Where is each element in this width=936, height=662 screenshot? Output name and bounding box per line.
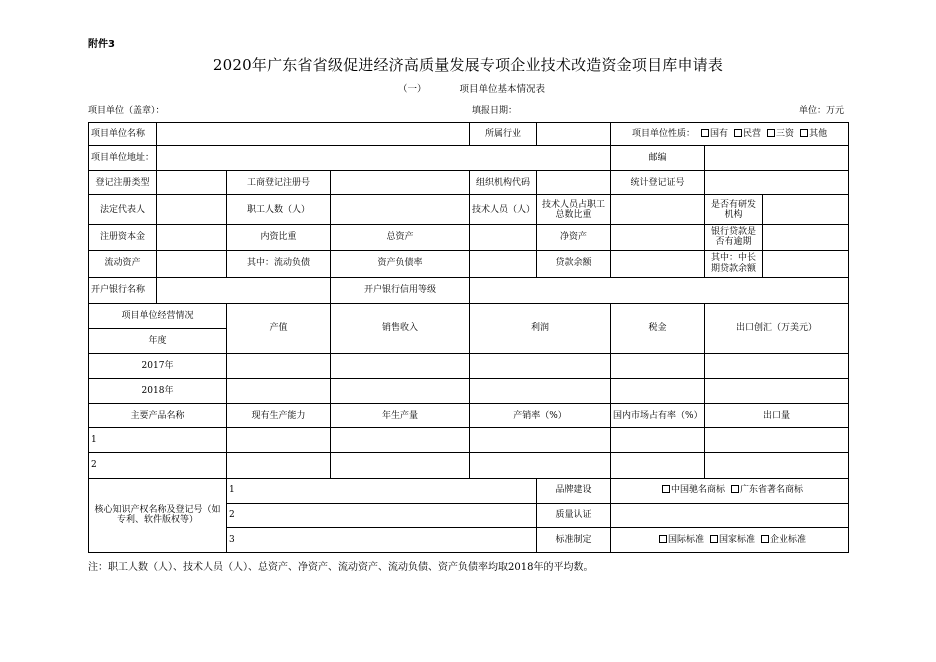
label-bank-credit: 开户银行信用等级 (331, 277, 470, 303)
nature-option-foreign[interactable]: 三资 (761, 129, 794, 139)
field-p1-export[interactable] (705, 428, 849, 453)
header-capacity: 现有生产能力 (227, 404, 331, 428)
checkbox-icon (731, 485, 739, 493)
standard-option-enterprise[interactable]: 企业标准 (755, 535, 806, 545)
checkbox-icon (710, 535, 718, 543)
header-output: 产值 (227, 303, 331, 353)
label-reg-capital: 注册资本金 (89, 225, 157, 250)
ip-row-3[interactable]: 3 (227, 527, 537, 552)
label-employees: 职工人数（人） (227, 195, 331, 225)
label-legal-rep: 法定代表人 (89, 195, 157, 225)
footnote: 注：职工人数（人）、技术人员（人）、总资产、净资产、流动资产、流动负债、资产负债率均取2018年的平均数。 (88, 562, 594, 573)
header-main-products: 主要产品名称 (89, 404, 227, 428)
field-p2-capacity[interactable] (227, 453, 331, 478)
checkbox-icon (659, 535, 667, 543)
label-year: 年度 (89, 328, 227, 353)
fill-date-label: 填报日期： (472, 106, 518, 116)
tech-ratio-cell (537, 195, 611, 225)
label-ip: 核心知识产权名称及登记号（如专利、软件版权等） (89, 478, 227, 552)
product-row-1[interactable]: 1 (89, 428, 227, 453)
field-p1-market-share[interactable] (611, 428, 705, 453)
label-unit-name: 项目单位名称 (89, 123, 157, 146)
label-brand: 品牌建设 (537, 478, 611, 503)
year-2017: 2017年 (89, 354, 227, 379)
field-biz-reg-no[interactable] (331, 171, 470, 195)
page-title: 2020年广东省省级促进经济高质量发展专项企业技术改造资金项目库申请表 (212, 56, 724, 74)
field-p1-sales-rate[interactable] (470, 428, 611, 453)
brand-options (611, 478, 849, 503)
brand-option-china-famous[interactable]: 中国驰名商标 (656, 485, 725, 495)
field-total-assets[interactable] (470, 225, 537, 250)
currency-unit-label: 单位：万元 (799, 106, 845, 116)
field-unit-name[interactable] (157, 123, 470, 146)
checkbox-icon (800, 129, 808, 137)
header-annual-output: 年生产量 (331, 404, 470, 428)
standard-option-national[interactable]: 国家标准 (704, 535, 755, 545)
label-long-loan: 其中：中长期贷款余额 (705, 250, 763, 277)
field-postcode[interactable] (705, 146, 849, 171)
basic-info-table (88, 122, 849, 553)
label-has-rd: 是否有研发机构 (705, 195, 763, 225)
label-debt-ratio: 资产负债率 (377, 258, 423, 269)
field-2018-output[interactable] (227, 379, 331, 404)
label-tech-ratio: 技术人员占职工总数比重 (542, 199, 606, 220)
checkbox-icon (767, 129, 775, 137)
field-p2-market-share[interactable] (611, 453, 705, 478)
field-bank-name[interactable] (157, 277, 331, 303)
checkbox-icon (761, 535, 769, 543)
checkbox-icon (734, 129, 742, 137)
field-2018-profit[interactable] (470, 379, 611, 404)
nature-option-other[interactable]: 其他 (794, 129, 827, 139)
standard-options (611, 527, 849, 552)
field-p1-capacity[interactable] (227, 428, 331, 453)
field-2018-tax[interactable] (611, 379, 705, 404)
debt-ratio-cell (331, 250, 470, 277)
label-operations: 项目单位经营情况 (89, 303, 227, 328)
nature-option-private[interactable]: 民营 (728, 129, 761, 139)
field-bank-credit[interactable] (470, 277, 849, 303)
year-2018: 2018年 (89, 379, 227, 404)
subtitle (398, 81, 545, 95)
field-has-rd[interactable] (763, 195, 849, 225)
field-2017-tax[interactable] (611, 354, 705, 379)
label-domestic-ratio: 内资比重 (227, 225, 331, 250)
subtitle-text: 项目单位基本情况表 (459, 84, 546, 95)
field-debt-ratio[interactable] (470, 250, 537, 277)
field-address[interactable] (157, 146, 611, 171)
field-legal-rep[interactable] (157, 195, 227, 225)
field-p1-annual-output[interactable] (331, 428, 470, 453)
label-bank-name: 开户银行名称 (89, 277, 157, 303)
field-2017-export[interactable] (705, 354, 849, 379)
header-market-share: 国内市场占有率（%） (611, 404, 705, 428)
unit-seal-label: 项目单位（盖章）： (88, 106, 165, 116)
field-quality[interactable] (611, 503, 849, 527)
field-p2-sales-rate[interactable] (470, 453, 611, 478)
header-export: 出口创汇（万美元） (705, 303, 849, 353)
field-reg-capital[interactable] (157, 225, 227, 250)
total-assets-cell (331, 225, 470, 250)
label-reg-type: 登记注册类型 (89, 171, 157, 195)
header-profit: 利润 (470, 303, 611, 353)
subtitle-number: （一） (398, 84, 427, 95)
field-industry[interactable] (537, 123, 611, 146)
field-org-code[interactable] (537, 171, 611, 195)
label-current-assets: 流动资产 (89, 250, 157, 277)
label-net-assets: 净资产 (537, 225, 611, 250)
label-total-assets: 总资产 (386, 232, 414, 243)
label-current-liab: 其中：流动负债 (227, 250, 331, 277)
header-export-volume: 出口量 (705, 404, 849, 428)
field-p2-export[interactable] (705, 453, 849, 478)
field-2018-sales[interactable] (331, 379, 470, 404)
checkbox-icon (662, 485, 670, 493)
label-address: 项目单位地址： (89, 146, 157, 171)
label-bank-overdue: 银行贷款是否有逾期 (705, 225, 763, 250)
label-postcode: 邮编 (611, 146, 705, 171)
header-sales: 销售收入 (331, 303, 470, 353)
field-stat-reg-no[interactable] (705, 171, 849, 195)
unit-nature-cell (611, 123, 849, 146)
field-current-assets[interactable] (157, 250, 227, 277)
brand-option-guangdong-famous[interactable]: 广东省著名商标 (725, 485, 803, 495)
label-tech-staff: 技术人员（人） (470, 195, 537, 225)
label-standard: 标准制定 (537, 527, 611, 552)
field-employees[interactable] (331, 195, 470, 225)
nature-option-state-owned[interactable]: 国有 (695, 129, 728, 139)
standard-option-international[interactable]: 国际标准 (653, 535, 704, 545)
label-unit-nature: 项目单位性质： (632, 128, 696, 139)
field-p2-annual-output[interactable] (331, 453, 470, 478)
label-org-code: 组织机构代码 (470, 171, 537, 195)
label-loan-balance: 贷款余额 (537, 250, 611, 277)
header-sales-rate: 产销率（%） (470, 404, 611, 428)
field-net-assets[interactable] (611, 225, 705, 250)
label-quality: 质量认证 (537, 503, 611, 527)
field-2018-export[interactable] (705, 379, 849, 404)
checkbox-icon (701, 129, 709, 137)
product-row-2[interactable]: 2 (89, 453, 227, 478)
field-tech-ratio[interactable] (611, 195, 705, 225)
field-2017-sales[interactable] (331, 354, 470, 379)
header-tax: 税金 (611, 303, 705, 353)
field-2017-profit[interactable] (470, 354, 611, 379)
ip-row-1[interactable]: 1 (227, 478, 537, 503)
attachment-label: 附件3 (88, 39, 115, 50)
label-industry: 所属行业 (470, 123, 537, 146)
label-biz-reg-no: 工商登记注册号 (227, 171, 331, 195)
label-stat-reg-no: 统计登记证号 (611, 171, 705, 195)
field-long-loan[interactable] (763, 250, 849, 277)
field-bank-overdue[interactable] (763, 225, 849, 250)
field-2017-output[interactable] (227, 354, 331, 379)
ip-row-2[interactable]: 2 (227, 503, 537, 527)
field-loan-balance[interactable] (611, 250, 705, 277)
field-reg-type[interactable] (157, 171, 227, 195)
